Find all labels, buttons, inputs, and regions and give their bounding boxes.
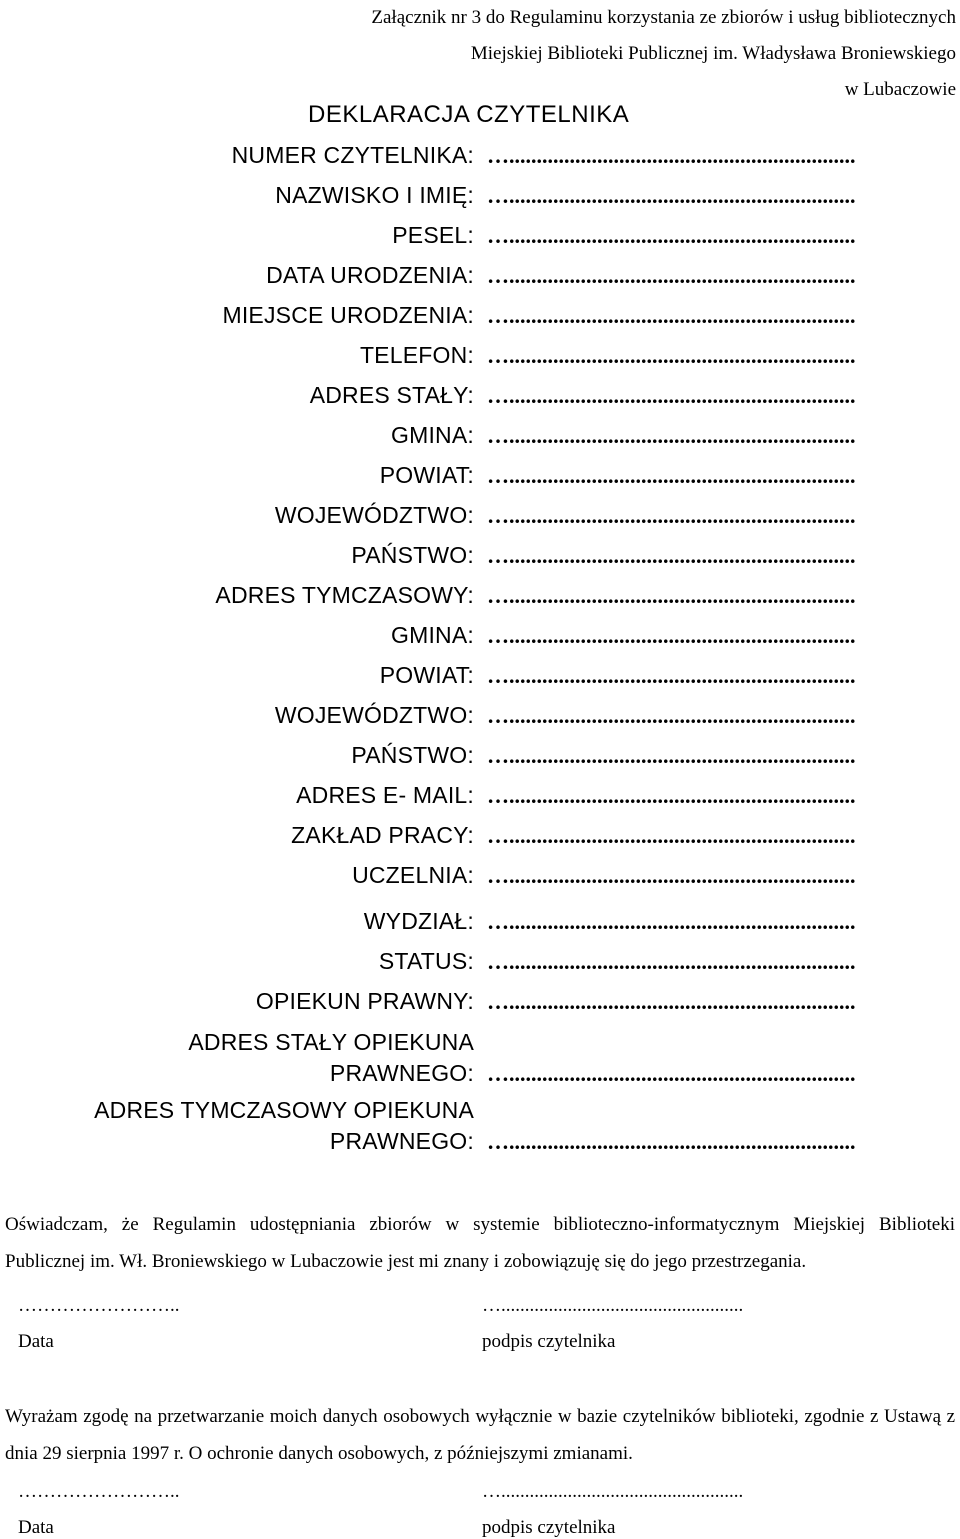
form-field-row	[0, 937, 960, 977]
form-field-row	[0, 411, 960, 451]
statement-signature-field[interactable]: …...................................................	[482, 1295, 744, 1316]
form-field-row	[0, 211, 960, 251]
field-input-line[interactable]: …...............................................................	[487, 1061, 856, 1086]
statement-signature-block	[482, 1295, 743, 1353]
field-input-line[interactable]: …...............................................................	[487, 1129, 856, 1154]
field-label-line: MIEJSCE URODZENIA:	[222, 302, 474, 328]
field-label-line: UCZELNIA:	[352, 862, 474, 888]
field-label-line: WOJEWÓDZTWO:	[274, 702, 474, 728]
field-label-line: OPIEKUN PRAWNY:	[255, 988, 474, 1014]
field-label-line: PESEL:	[392, 222, 474, 248]
form-field-row	[0, 571, 960, 611]
field-label-line: ADRES E- MAIL:	[296, 782, 474, 808]
field-label	[352, 860, 474, 891]
form-field-row	[0, 291, 960, 331]
field-label	[291, 820, 474, 851]
field-input-line[interactable]: …...............................................................	[487, 463, 856, 488]
field-label	[215, 580, 474, 611]
field-input-line[interactable]: …...............................................................	[487, 663, 856, 688]
field-label	[296, 780, 474, 811]
field-label-line: POWIAT:	[379, 662, 474, 688]
form-field-row	[0, 1097, 960, 1157]
statement-date-label: Data	[18, 1331, 54, 1352]
field-input-line[interactable]: …...............................................................	[487, 343, 856, 368]
field-label-line: ADRES STAŁY OPIEKUNA	[188, 1029, 474, 1055]
form-field-row	[0, 977, 960, 1017]
field-input-line[interactable]: …...............................................................	[487, 989, 856, 1014]
field-label	[351, 540, 474, 571]
form-field-row	[0, 331, 960, 371]
form-field-row	[0, 811, 960, 851]
consent-signature-block	[482, 1481, 743, 1539]
field-label	[275, 700, 474, 731]
field-label	[222, 300, 474, 331]
field-input-line[interactable]: …...............................................................	[487, 303, 856, 328]
field-input-line[interactable]: …...............................................................	[487, 583, 856, 608]
field-label-line: STATUS:	[378, 948, 474, 974]
field-label-line: ADRES TYMCZASOWY:	[215, 582, 474, 608]
field-label-line: PRAWNEGO:	[329, 1128, 474, 1154]
field-label	[391, 420, 474, 451]
field-label-line: ADRES STAŁY:	[309, 382, 474, 408]
field-label-line: WYDZIAŁ:	[363, 908, 474, 934]
field-label	[232, 140, 474, 171]
statement-text: Oświadczam, że Regulamin udostępniania zbiorów w systemie biblioteczno-informatycznym Miejskiej Biblioteki Publicznej im. Wł. Broniewskiego w Lubaczowie jest mi znany i zobowiązuję się do jego przestrzegania.	[5, 1214, 955, 1272]
header-line-2: Miejskiej Biblioteki Publicznej im. Władysława Broniewskiego	[470, 43, 956, 64]
form-field-row	[0, 451, 960, 491]
field-label	[391, 620, 474, 651]
field-label	[275, 500, 474, 531]
form-field-row	[0, 851, 960, 891]
consent-signature-label: podpis czytelnika	[482, 1517, 616, 1538]
field-input-line[interactable]: …...............................................................	[487, 263, 856, 288]
form-field-row	[0, 531, 960, 571]
field-label-line: TELEFON:	[359, 342, 474, 368]
field-label	[94, 1095, 474, 1157]
field-label	[256, 986, 474, 1017]
field-label-line: ADRES TYMCZASOWY OPIEKUNA	[94, 1097, 474, 1123]
field-input-line[interactable]: …...............................................................	[487, 863, 856, 888]
header-line-1: Załącznik nr 3 do Regulaminu korzystania ze zbiorów i usług bibliotecznych	[371, 7, 956, 28]
consent-date-block	[18, 1481, 180, 1539]
field-label	[266, 260, 474, 291]
form-field-row	[0, 897, 960, 937]
form-field-row	[0, 691, 960, 731]
field-input-line[interactable]: …...............................................................	[487, 543, 856, 568]
field-input-line[interactable]: …...............................................................	[487, 823, 856, 848]
field-input-line[interactable]: …...............................................................	[487, 949, 856, 974]
field-input-line[interactable]: …...............................................................	[487, 623, 856, 648]
form-field-row	[0, 1029, 960, 1089]
field-input-line[interactable]: …...............................................................	[487, 383, 856, 408]
field-label	[360, 340, 474, 371]
field-label	[379, 946, 474, 977]
field-label-line: GMINA:	[391, 422, 474, 448]
field-label-line: WOJEWÓDZTWO:	[274, 502, 474, 528]
consent-date-label: Data	[18, 1517, 54, 1538]
form-field-row	[0, 651, 960, 691]
field-input-line[interactable]: …...............................................................	[487, 423, 856, 448]
form-field-row	[0, 771, 960, 811]
field-label	[364, 906, 474, 937]
field-label	[275, 180, 474, 211]
statement-date-field[interactable]: ……………………..	[18, 1295, 180, 1316]
form-field-row	[0, 131, 960, 171]
field-input-line[interactable]: …...............................................................	[487, 703, 856, 728]
form-field-row	[0, 611, 960, 651]
field-label	[310, 380, 474, 411]
consent-date-field[interactable]: ……………………..	[18, 1481, 180, 1502]
field-label-line: ZAKŁAD PRACY:	[291, 822, 474, 848]
field-label	[392, 220, 474, 251]
statement-date-block	[18, 1295, 180, 1353]
form-field-row	[0, 371, 960, 411]
consent-signature-field[interactable]: …...................................................	[482, 1481, 744, 1502]
field-label-line: NAZWISKO I IMIĘ:	[275, 182, 474, 208]
field-label-line: PAŃSTWO:	[351, 742, 474, 768]
form-field-row	[0, 171, 960, 211]
form-field-row	[0, 491, 960, 531]
field-label	[380, 460, 474, 491]
form-field-row	[0, 251, 960, 291]
field-input-line[interactable]: …...............................................................	[487, 743, 856, 768]
field-label-line: GMINA:	[391, 622, 474, 648]
field-input-line[interactable]: …...............................................................	[487, 143, 856, 168]
field-input-line[interactable]: …...............................................................	[487, 183, 856, 208]
field-label-line: PAŃSTWO:	[351, 542, 474, 568]
field-label	[351, 740, 474, 771]
field-input-line[interactable]: …...............................................................	[487, 783, 856, 808]
field-label-line: DATA URODZENIA:	[266, 262, 474, 288]
field-label-line: POWIAT:	[379, 462, 474, 488]
field-input-line[interactable]: …...............................................................	[487, 909, 856, 934]
form-title: DEKLARACJA CZYTELNIKA	[308, 101, 630, 128]
field-label-line: NUMER CZYTELNIKA:	[231, 142, 474, 168]
field-label-line: PRAWNEGO:	[329, 1060, 474, 1086]
field-label	[188, 1027, 474, 1089]
consent-text: Wyrażam zgodę na przetwarzanie moich danych osobowych wyłącznie w bazie czytelników biblioteki, zgodnie z Ustawą z dnia 29 sierpnia 1997 r. O ochronie danych osobowych, z późniejszymi zmianami.	[5, 1406, 955, 1464]
field-label	[380, 660, 474, 691]
field-input-line[interactable]: …...............................................................	[487, 223, 856, 248]
document-header	[371, 0, 956, 108]
form-field-row	[0, 731, 960, 771]
field-input-line[interactable]: …...............................................................	[487, 503, 856, 528]
statement-signature-label: podpis czytelnika	[482, 1331, 616, 1352]
header-line-3: w Lubaczowie	[844, 79, 956, 100]
